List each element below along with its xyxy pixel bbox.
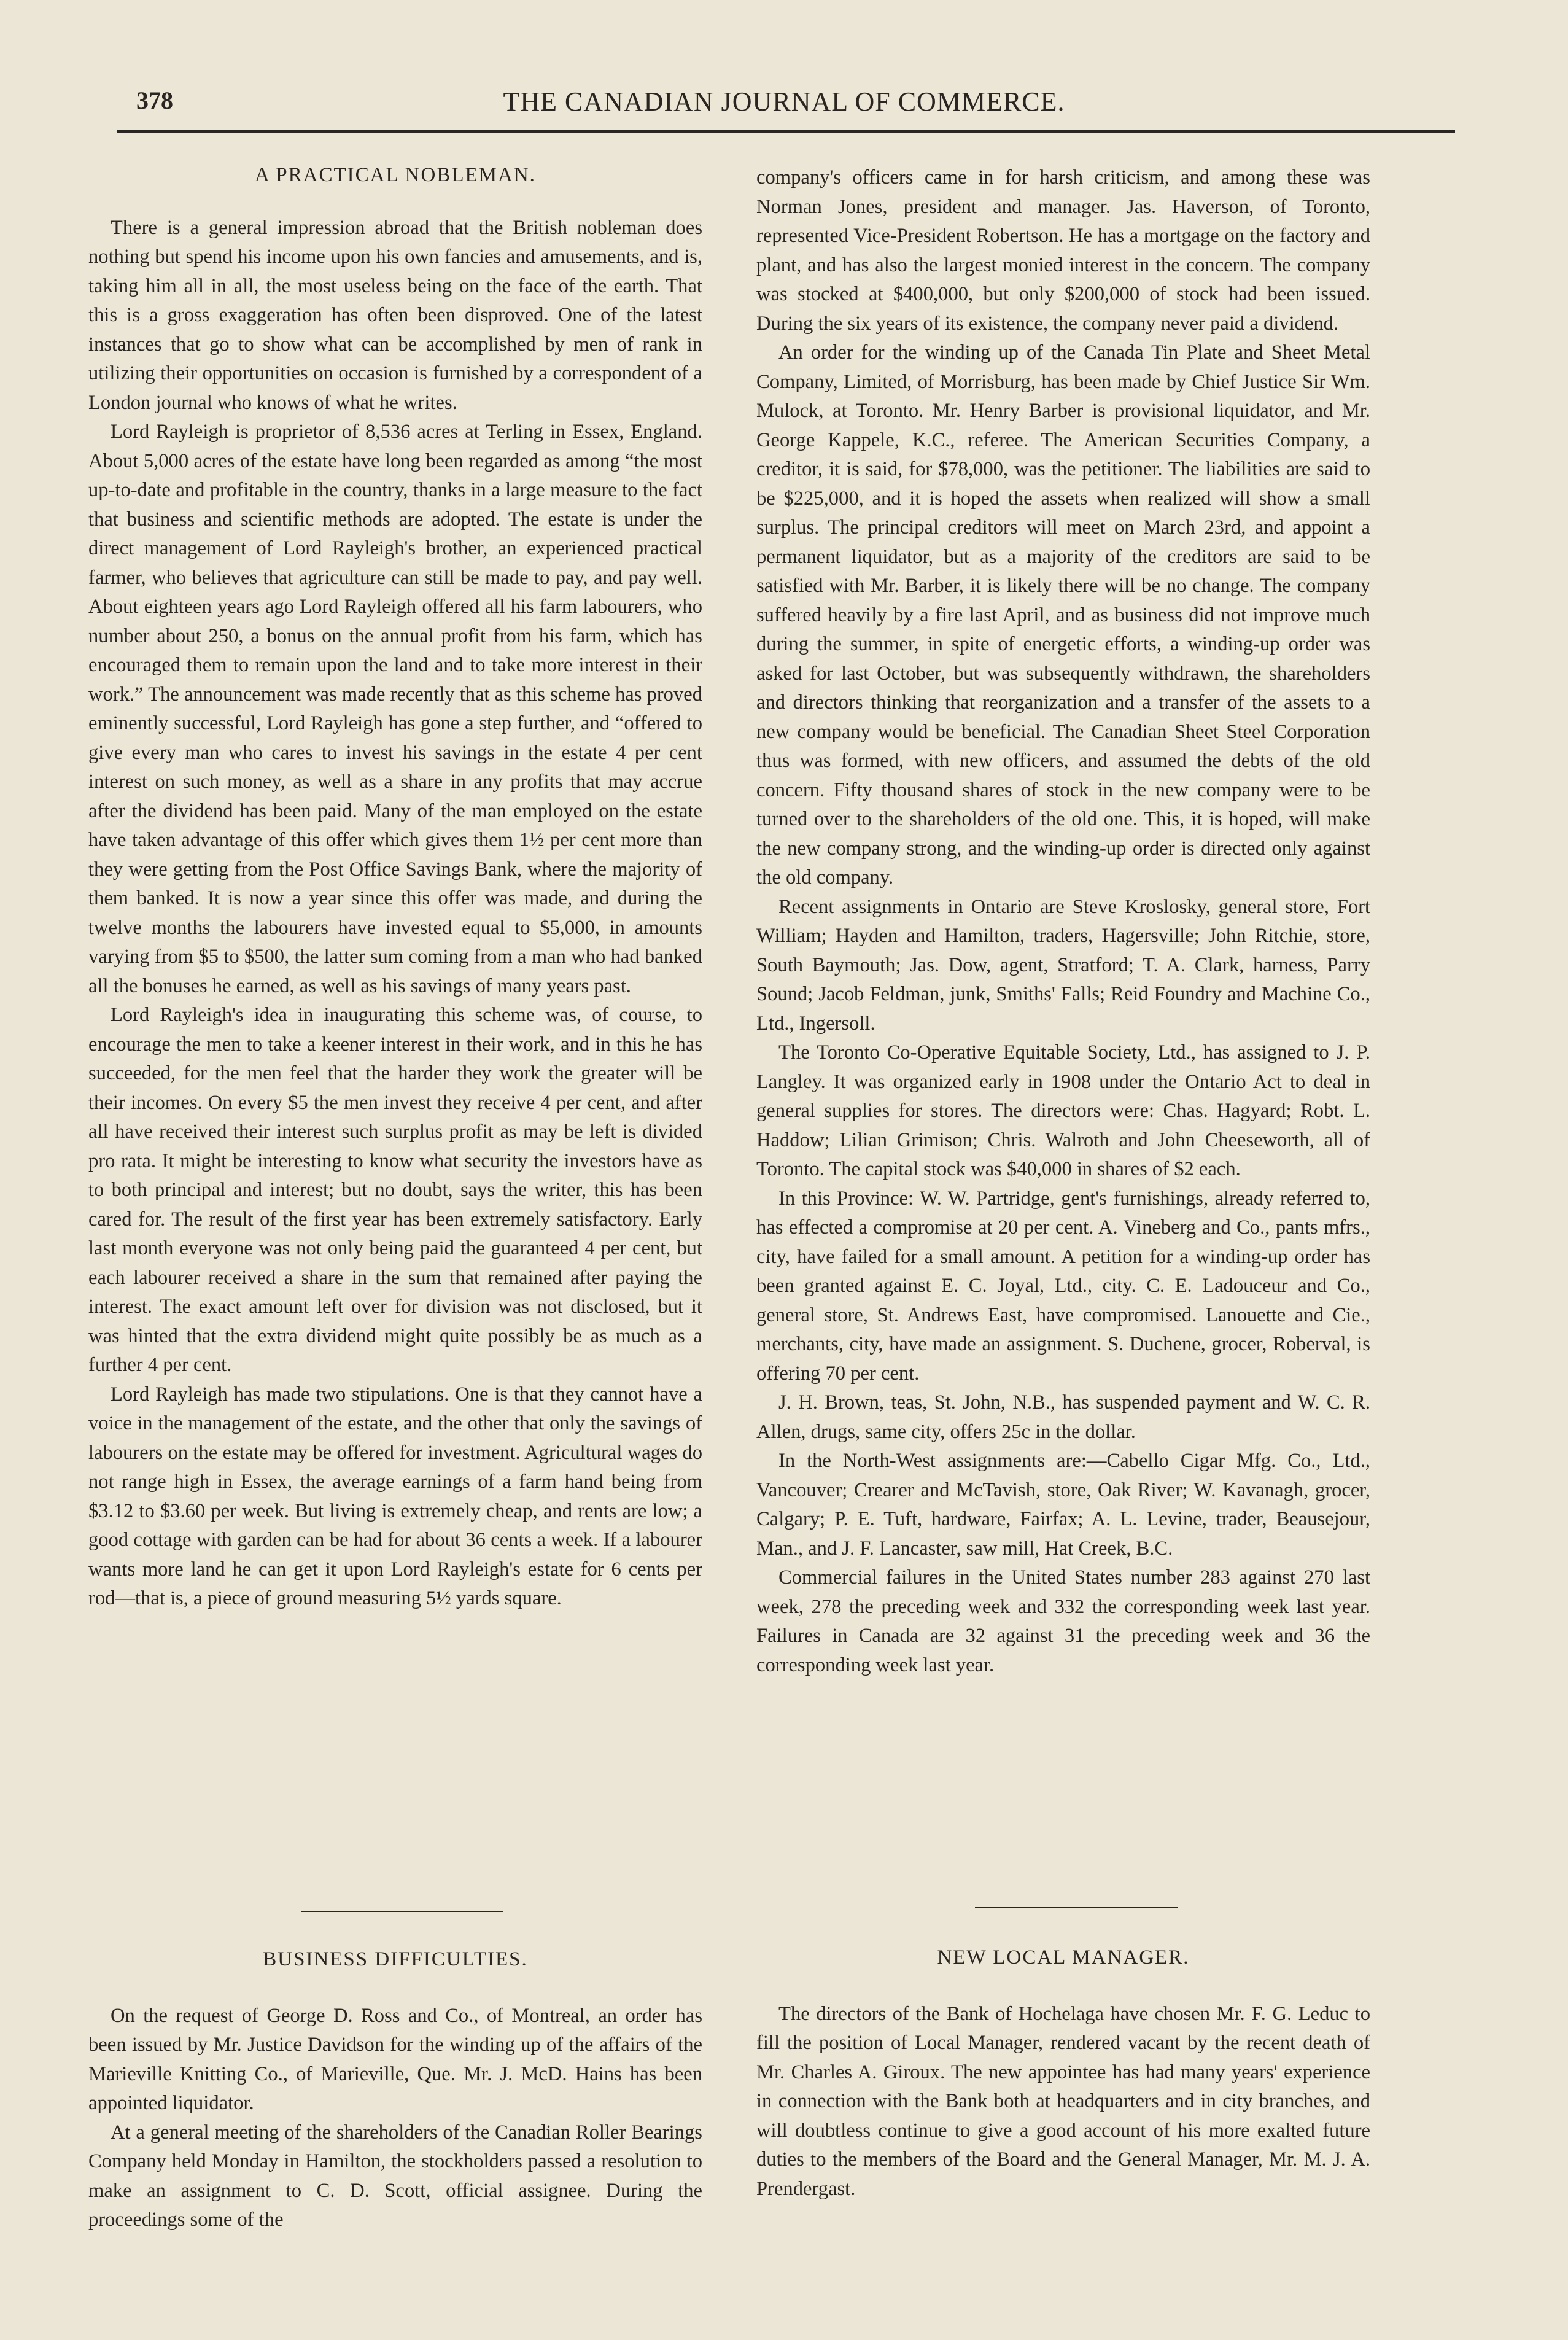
paragraph: The directors of the Bank of Hochelaga have chosen Mr. F. G. Leduc to fill the position of Local Manager, rendered vacant by the recent death of Mr. Charles A. Giroux. The new appointee has had many years' experience in connection with the Bank both at headquarters and in city branches, and will doubtless continue to give a good account of his more exalted future duties to the members of the Board and the General Manager, Mr. M. J. A. Prendergast. xyxy=(756,2002,1370,2200)
running-head: THE CANADIAN JOURNAL OF COMMERCE. xyxy=(503,87,1065,117)
paragraph: An order for the winding up of the Canada Tin Plate and Sheet Metal Company, Limited, of Morrisburg, has been made by Chief Justice Sir Wm. Mulock, at Toronto. Mr. Henry Barber is provisional liquidator, and Mr. George Kappele, K.C., referee. The American Securities Company, a creditor, it is said, for $78,000, was the petitioner. The liabilities are said to be $225,000, and it is hoped the assets when realized will show a small surplus. The principal creditors will meet on March 23rd, and appoint a permanent liquidator, but as a majority of the creditors are said to be satisfied with Mr. Barber, it is likely there will be no change. The company suffered heavily by a fire last April, and as business did not improve much during the summer, in spite of energetic efforts, a winding-up order was asked for last October, but was subsequently withdrawn, the shareholders and directors thinking that reorganization and a transfer of the assets to a new company would be beneficial. The Canadian Sheet Steel Corporation thus was formed, with new officers, and assumed the debts of the old concern. Fifty thousand shares of stock in the new company were to be turned over to the shareholders of the old one. This, it is hoped, will make the new company strong, and the winding-up order is directed only against the old company. xyxy=(756,341,1370,888)
paragraph: The Toronto Co-Operative Equitable Society, Ltd., has assigned to J. P. Langley. It was organized early in 1908 under the Ontario Act to deal in general supplies for stores. The directors were: Chas. Hagyard; Robt. L. Haddow; Lilian Grimison; Chris. Walroth and John Cheeseworth, all of Toronto. The capital stock was $40,000 in shares of $2 each. xyxy=(756,1041,1370,1180)
paragraph: Lord Rayleigh has made two stipulations. One is that they cannot have a voice in the management of the estate, and the other that only the savings of labourers on the estate may be offered for investment. Agricultural wages do not range high in Essex, the average earnings of a farm hand being from $3.12 to $3.60 per week. But living is extremely cheap, and rents are low; a good cottage with garden can be had for about 36 cents a week. If a labourer wants more land he can get it upon Lord Rayleigh's estate for 6 cents per rod—that is, a piece of ground measuring 5½ yards square. xyxy=(88,1383,702,1609)
paragraph: At a general meeting of the shareholders of the Canadian Roller Bearings Company held Monday in Hamilton, the stockholders passed a resolution to make an assignment to C. D. Scott, official assignee. During the proceedings some of the xyxy=(88,2121,702,2231)
section-rule-right xyxy=(975,1907,1178,1908)
paragraph: There is a general impression abroad that the British nobleman does nothing but spend his income upon his own fancies and amusements, and is, taking him all in all, the most useless being on the face of the earth. That this is a gross exaggeration has often been disproved. One of the latest instances that go to show what can be accomplished by men of rank in utilizing their opportunities on occasion is furnished by a correspondent of a London journal who knows of what he writes. xyxy=(88,216,702,414)
paragraph: Lord Rayleigh is proprietor of 8,536 acres at Terling in Essex, England. About 5,000 acres of the estate have long been regarded as among “the most up-to-date and profitable in the country, thanks in a large measure to the fact that business and scientific methods are adopted. The estate is under the direct management of Lord Rayleigh's brother, an experienced practical farmer, who believes that agriculture can still be made to pay, and pay well. About eighteen years ago Lord Rayleigh offered all his farm labourers, who number about 250, a bonus on the annual profit from his farm, which has encouraged them to remain upon the land and to take more interest in their work.” The announcement was made recently that as this scheme has proved eminently successful, Lord Rayleigh has gone a step further, and “offered to give every man who cares to invest his savings in the estate 4 per cent interest on such money, as well as a share in any profits that may accrue after the dividend has been paid. Many of the man employed on the estate have taken advantage of this offer which gives them 1½ per cent more than they were getting from the Post Office Savings Bank, where the majority of them banked. It is now a year since this offer was made, and during the twelve months the labourers have invested equal to $5,000, in amounts varying from $5 to $500, the latter sum coming from a man who had banked all the bonuses he earned, as well as his savings of many years past. xyxy=(88,421,702,997)
paragraph: On the request of George D. Ross and Co., of Montreal, an order has been issued by Mr. Justice Davidson for the winding up of the affairs of the Marieville Knitting Co., of Marieville, Que. Mr. J. McD. Hains has been appointed liquidator. xyxy=(88,2004,702,2114)
paragraph: J. H. Brown, teas, St. John, N.B., has suspended payment and W. C. R. Allen, drugs, same city, offers 25c in the dollar. xyxy=(756,1391,1370,1443)
article-heading: BUSINESS DIFFICULTIES. xyxy=(263,1948,528,1970)
article-heading: NEW LOCAL MANAGER. xyxy=(937,1946,1190,1969)
article-new-local-manager xyxy=(756,1943,1370,2204)
header-rule xyxy=(117,130,1455,136)
page-number: 378 xyxy=(136,87,173,114)
paragraph: In this Province: W. W. Partridge, gent's furnishings, already referred to, has effected a compromise at 20 per cent. A. Vineberg and Co., pants mfrs., city, have failed for a small amount. A petition for a winding-up order has been granted against E. C. Joyal, Ltd., city. C. E. Ladouceur and Co., general store, St. Andrews East, have compromised. Lanouette and Cie., merchants, city, have made an assignment. S. Duchene, grocer, Roberval, is offering 70 per cent. xyxy=(756,1187,1370,1385)
article-practical-nobleman xyxy=(88,161,702,1614)
article-business-difficulties xyxy=(88,1945,702,2235)
paragraph: Commercial failures in the United States number 283 against 270 last week, 278 the preceding week and 332 the corresponding week last year. Failures in Canada are 32 against 31 the preceding week and 36 the corresponding week last year. xyxy=(756,1566,1370,1676)
paragraph: Lord Rayleigh's idea in inaugurating this scheme was, of course, to encourage the men to take a keener interest in their work, and in this he has succeeded, for the men feel that the harder they work the greater will be their incomes. On every $5 the men invest they receive 4 per cent, and after all have received their interest such surplus profit as may be left is divided pro rata. It might be interesting to know what security the investors have as to both principal and interest; but no doubt, says the writer, this has been cared for. The result of the first year has been extremely satisfactory. Early last month everyone was not only being paid the guaranteed 4 per cent, but each labourer received a share in the sum that remained after paying the interest. The exact amount left over for division was not disclosed, but it was hinted that the extra dividend might quite possibly be as much as a further 4 per cent. xyxy=(88,1004,702,1376)
paragraph: Recent assignments in Ontario are Steve Kroslosky, general store, Fort William; Hayden and Hamilton, traders, Hagersville; John Ritchie, store, South Baymouth; Jas. Dow, agent, Stratford; T. A. Clark, harness, Parry Sound; Jacob Feldman, junk, Smiths' Falls; Reid Foundry and Machine Co., Ltd., Ingersoll. xyxy=(756,895,1370,1035)
section-rule-left xyxy=(301,1911,503,1912)
paragraph: In the North-West assignments are:—Cabello Cigar Mfg. Co., Ltd., Vancouver; Crearer and McTavish, store, Oak River; W. Kavanagh, grocer, Calgary; P. E. Tuft, hardware, Fairfax; A. L. Levine, trader, Beausejour, Man., and J. F. Lancaster, saw mill, Hat Creek, B.C. xyxy=(756,1450,1370,1560)
paragraph: company's officers came in for harsh criticism, and among these was Norman Jones, president and manager. Jas. Haverson, of Toronto, represented Vice-President Robertson. He has a mortgage on the factory and plant, and has also the largest monied interest in the concern. The company was stocked at $400,000, but only $200,000 of stock had been issued. During the six years of its existence, the company never paid a dividend. xyxy=(756,166,1370,335)
article-heading: A PRACTICAL NOBLEMAN. xyxy=(255,164,536,186)
article-business-difficulties-continued xyxy=(756,163,1370,1680)
